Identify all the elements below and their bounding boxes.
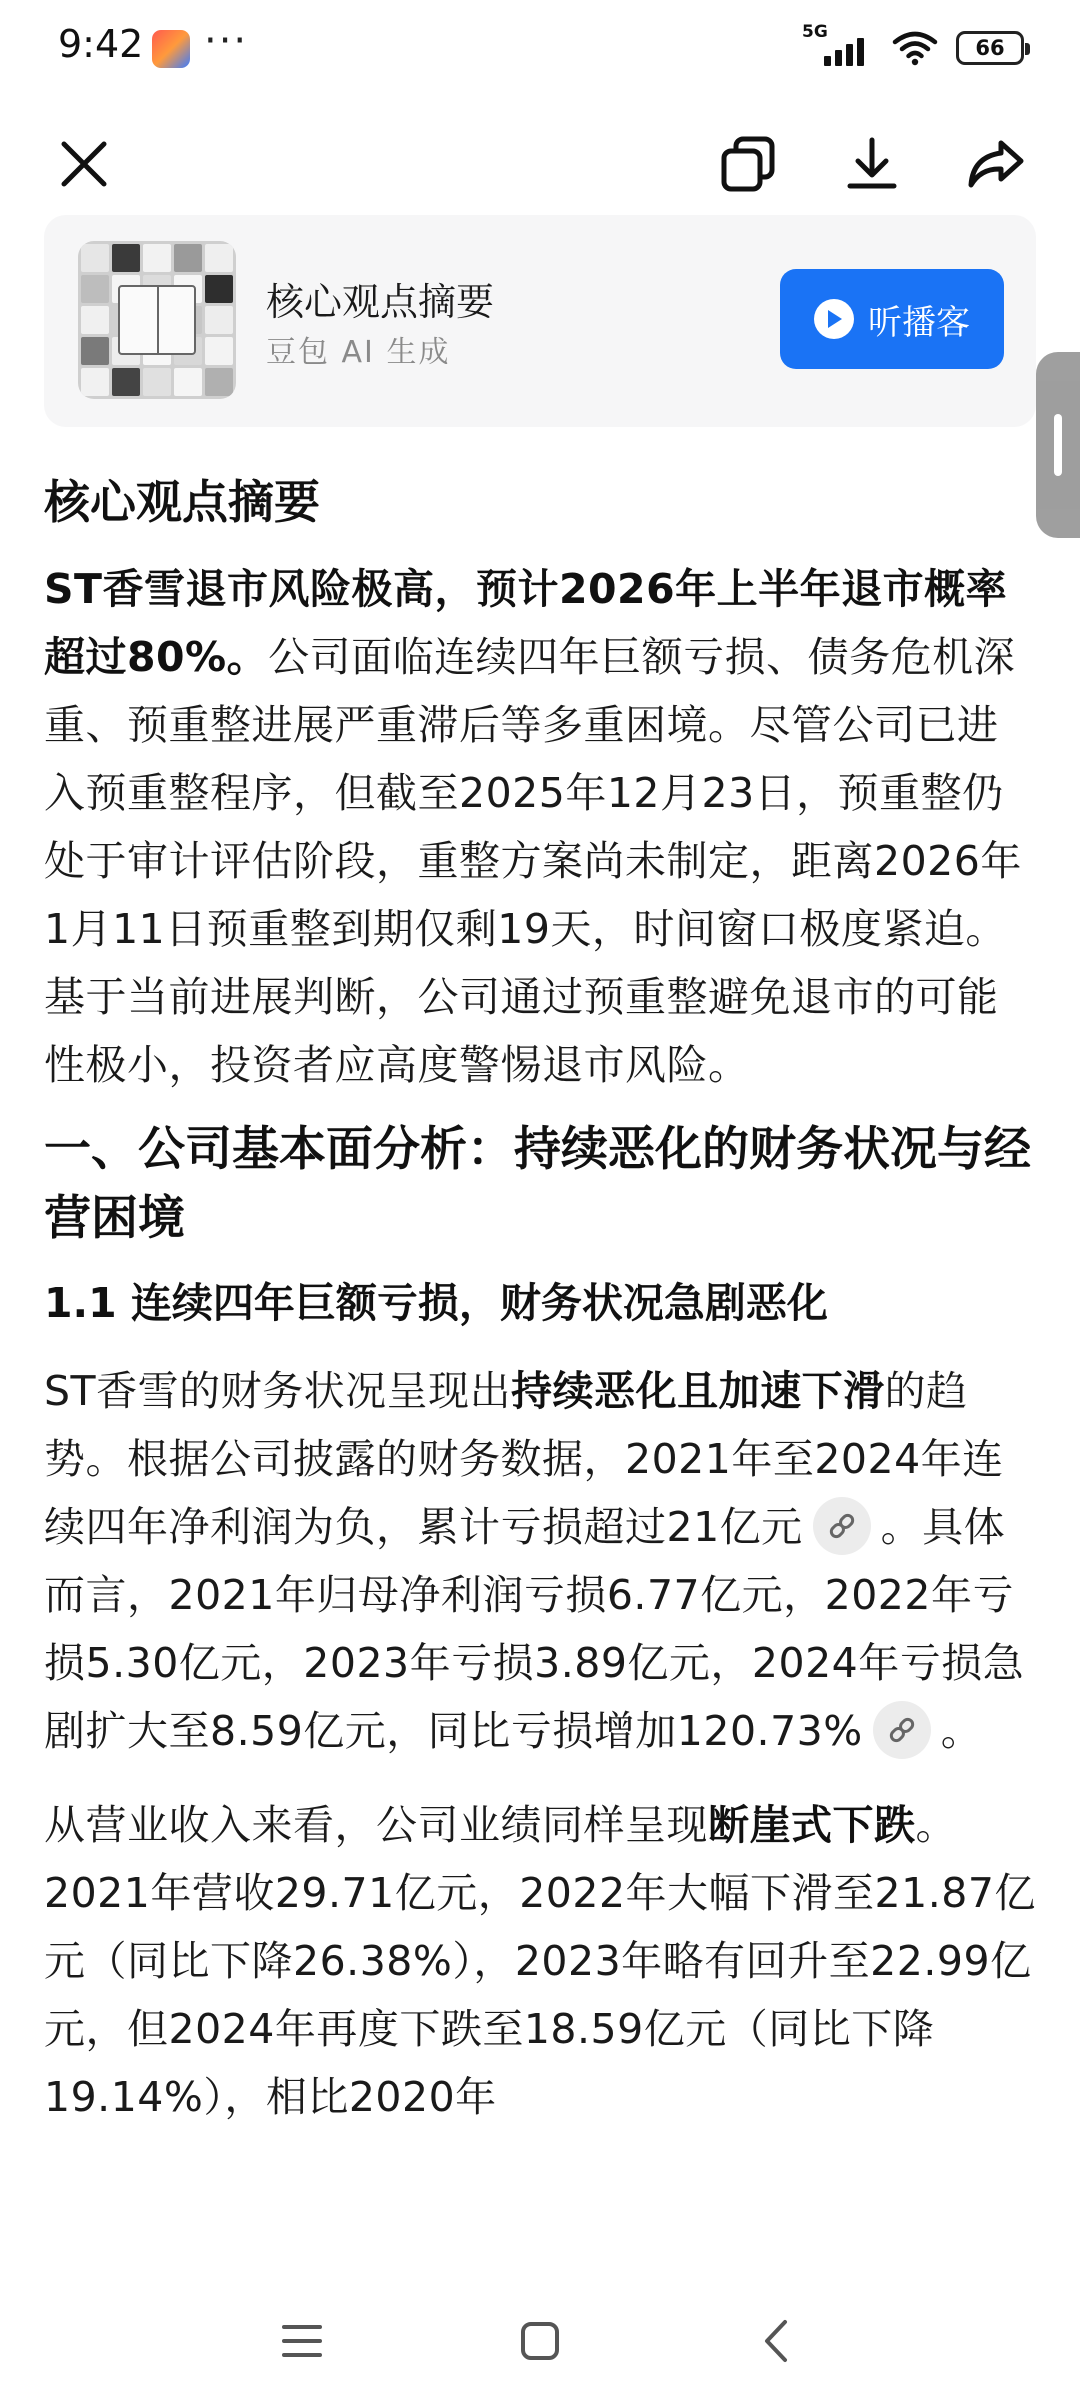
cellular-signal-icon [802,22,874,68]
status-bar [0,0,1080,100]
download-button[interactable] [830,122,914,206]
listen-podcast-button[interactable] [780,269,1004,369]
paragraph-bold-text: 断崖式下跌 [708,1801,916,1849]
top-toolbar [0,110,1080,220]
back-icon [761,2318,791,2364]
summary-thumbnail [78,241,236,399]
paragraph-text: ST香雪的财务状况呈现出 [44,1367,512,1415]
summary-text: 公司面临连续四年巨额亏损、债务危机深重、预重整进展严重滞后等多重困境。尽管公司已进入预重整程序，但截至2025年12月23日，预重整仍处于审计评估阶段，重整方案尚未制定，距离2026年1月11日预重整到期仅剩19天，时间窗口极度紧迫。基于当前进展判断，公司通过预重整避免退市的可能性极小，投资者应高度警惕退市风险。 [44,633,1022,1089]
paragraph-text: 。 [940,1707,983,1755]
book-icon [118,285,196,355]
summary-card[interactable] [44,215,1036,427]
paragraph-financial [44,1357,1036,1765]
download-icon [844,136,900,192]
paragraph-text: 从营业收入来看，公司业绩同样呈现 [44,1801,708,1849]
paragraph-bold-text: 持续恶化且加速下滑 [511,1367,885,1415]
card-title: 核心观点摘要 [266,280,495,324]
side-drawer-handle[interactable] [1036,352,1080,538]
paragraph-text: 的趋势。根据公司披露的财务数据，2021年至2024年连续四年净利润为负，累计亏损超过21亿元 [44,1367,1004,1551]
more-notifications-icon: ··· [204,18,249,64]
copy-icon [720,135,776,193]
close-icon [59,139,109,189]
section-1-1-heading: 1.1 连续四年巨额亏损，财务状况急剧恶化 [44,1279,828,1327]
play-icon [814,299,854,339]
battery-level: 66 [975,36,1005,60]
notification-app-icon [152,30,190,68]
card-subtitle: 豆包 AI 生成 [266,335,451,370]
share-button[interactable] [954,122,1038,206]
status-indicators [802,22,1024,68]
home-icon [519,2320,561,2362]
reference-link-button[interactable] [813,1497,871,1555]
reference-link-button[interactable] [873,1701,931,1759]
network-type: 5G [802,22,828,42]
summary-heading: 核心观点摘要 [44,475,320,529]
podcast-label: 听播客 [868,302,970,343]
status-time: 9:42 [58,22,144,66]
back-button[interactable] [736,2306,816,2376]
article-content [44,468,1036,2131]
paragraph-text: 。2021年营收29.71亿元，2022年大幅下滑至21.87亿元（同比下降26.38%），2023年略有回升至22.99亿元，但2024年再度下跌至18.59亿元（同比下降19.14%），相比2020年 [44,1801,1036,2121]
paragraph-revenue [44,1791,1036,2131]
summary-bold-text: ST香雪退市风险极高，预计2026年上半年退市概率超过80%。 [44,565,1008,681]
share-icon [967,139,1025,189]
link-icon [886,1714,918,1746]
battery-icon [956,31,1024,65]
wifi-icon [892,30,938,66]
paragraph-text: 。具体而言，2021年归母净利润亏损6.77亿元，2022年亏损5.30亿元，2023年亏损3.89亿元，2024年亏损急剧扩大至8.59亿元，同比亏损增加120.73% [44,1503,1025,1755]
menu-button[interactable] [262,2306,342,2376]
summary-paragraph [44,555,1036,1099]
section-1-heading: 一、公司基本面分析：持续恶化的财务状况与经营困境 [44,1122,1031,1246]
home-button[interactable] [500,2306,580,2376]
system-nav-bar [0,2280,1080,2400]
close-button[interactable] [42,122,126,206]
menu-icon [280,2321,324,2361]
copy-button[interactable] [706,122,790,206]
link-icon [826,1510,858,1542]
